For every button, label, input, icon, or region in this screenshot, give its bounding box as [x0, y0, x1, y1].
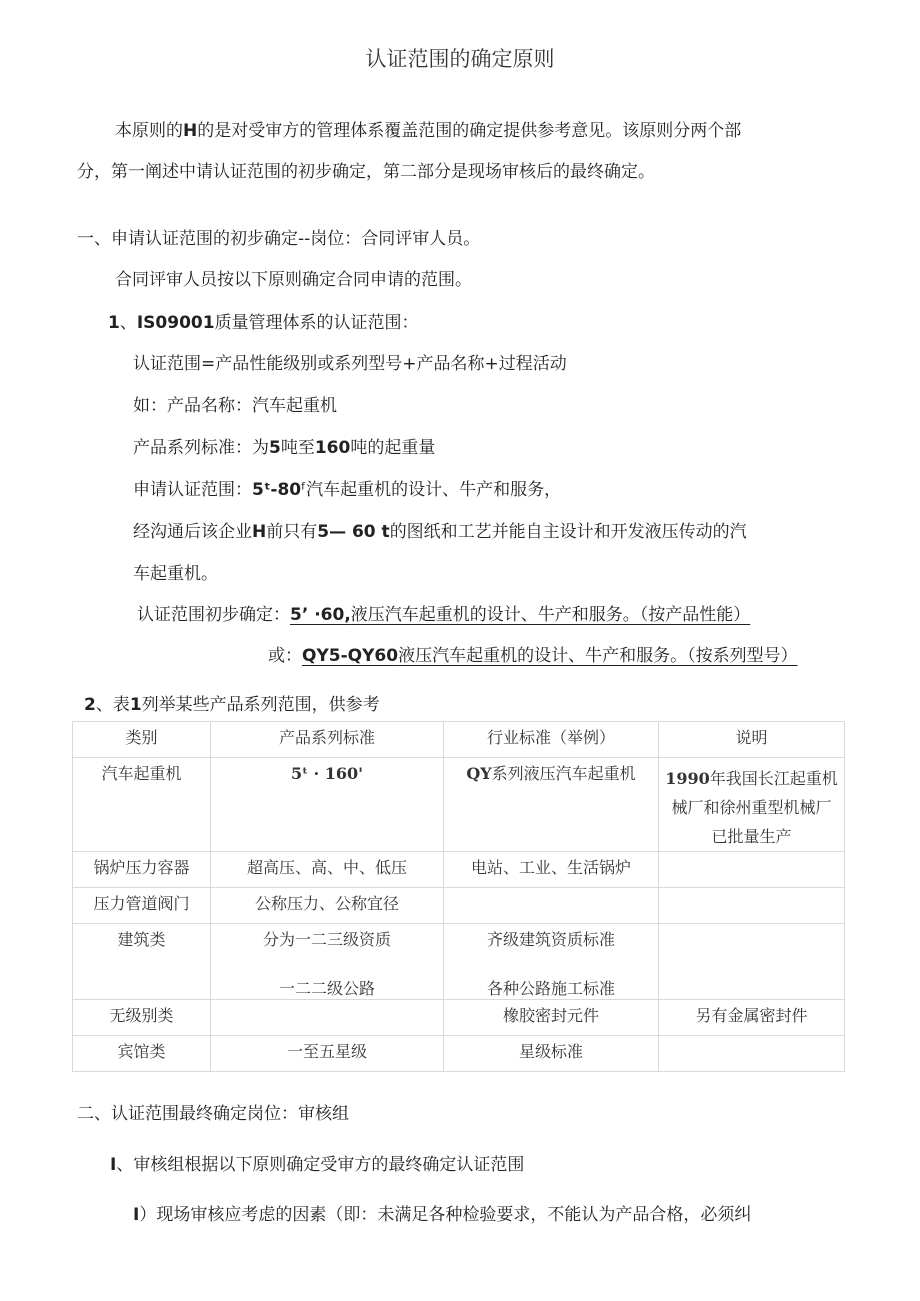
intro-line-1: 本原则的H的是对受审方的管理体系覆盖范围的确定提供参考意见。该原则分两个部: [115, 121, 742, 141]
table-cell: [444, 888, 659, 924]
page-title: 认证范围的确定原则: [365, 47, 555, 71]
table-header-cell: 类别: [73, 722, 211, 758]
table-cell: 齐级建筑资质标准 各种公路施工标准: [444, 924, 659, 1000]
table-cell: 宾馆类: [73, 1036, 211, 1072]
table-cell: 公称压力、公称宜径: [211, 888, 444, 924]
item2-heading: 2、表1列举某些产品系列范围，供参考: [84, 695, 380, 715]
table-cell: [659, 888, 845, 924]
table-cell: 电站、工业、生活锅炉: [444, 852, 659, 888]
intro-line-2: 分，第一阐述中请认证范围的初步确定，第二部分是现场审核后的最终确定。: [77, 162, 655, 182]
table-cell: 星级标准: [444, 1036, 659, 1072]
table-header-cell: 产品系列标准: [211, 722, 444, 758]
apply-scope-line: 申请认证范围：5ᵗ-80ᶠ汽车起重机的设计、牛产和服务，: [133, 480, 562, 500]
table-row: [73, 888, 845, 924]
table-row: [73, 852, 845, 888]
table-cell: 超高压、高、中、低压: [211, 852, 444, 888]
communication-line-2: 车起重机。: [133, 564, 218, 584]
section2-item: I、审核组根据以下原则确定受审方的最终确定认证范围: [110, 1155, 525, 1175]
table-row: [73, 1036, 845, 1072]
table-cell: 1990年我国长江起重机械厂和徐州重型机械厂已批量生产: [659, 758, 845, 852]
example-line: 如：产品名称：汽车起重机: [133, 396, 337, 416]
section1-heading: 一、申请认证范围的初步确定--岗位：合同评审人员。: [77, 229, 481, 249]
communication-line: 经沟通后该企业H前只有5— 60 t的图纸和工艺并能自主设计和开发液压传动的汽: [133, 522, 747, 542]
table-cell: [211, 1000, 444, 1036]
table-cell: 分为一二三级资质 一二二级公路: [211, 924, 444, 1000]
table-cell: 5ᵗ · 160': [211, 758, 444, 852]
table-cell: 建筑类: [73, 924, 211, 1000]
scope-formula: 认证范围=产品性能级别或系列型号+产品名称+过程活动: [133, 354, 567, 374]
section2-subitem: I）现场审核应考虑的因素（即：未满足各种检验要求，不能认为产品合格，必须纠: [133, 1205, 752, 1225]
table-cell: 另有金属密封件: [659, 1000, 845, 1036]
table-cell: 汽车起重机: [73, 758, 211, 852]
table-cell: QY系列液压汽车起重机: [444, 758, 659, 852]
table-row: [73, 758, 845, 852]
table-row: [73, 1000, 845, 1036]
table-cell: 橡胶密封元件: [444, 1000, 659, 1036]
table-cell: 一至五星级: [211, 1036, 444, 1072]
table-cell: 无级别类: [73, 1000, 211, 1036]
alternative-scope-line: 或：QY5-QY60液压汽车起重机的设计、牛产和服务。（按系列型号）: [268, 646, 798, 666]
table-cell: 锅炉压力容器: [73, 852, 211, 888]
standard-line: 产品系列标准：为5吨至160吨的起重量: [133, 438, 436, 458]
table-cell: [659, 852, 845, 888]
section1-subtext: 合同评审人员按以下原则确定合同申请的范围。: [115, 270, 472, 290]
table-row: [73, 924, 845, 1000]
table-header-cell: 行业标准（举例）: [444, 722, 659, 758]
table-cell: [659, 924, 845, 1000]
item1-heading: 1、IS09001质量管理体系的认证范围：: [108, 313, 419, 333]
initial-scope-line: 认证范围初步确定：5’ ·60,液压汽车起重机的设计、牛产和服务。（按产品性能）: [137, 605, 751, 625]
section2-heading: 二、认证范围最终确定岗位：审核组: [77, 1104, 349, 1124]
table-cell: [659, 1036, 845, 1072]
table-header-row: [73, 722, 845, 758]
table-cell: 压力管道阀门: [73, 888, 211, 924]
table-header-cell: 说明: [659, 722, 845, 758]
product-series-table: [72, 721, 845, 1072]
